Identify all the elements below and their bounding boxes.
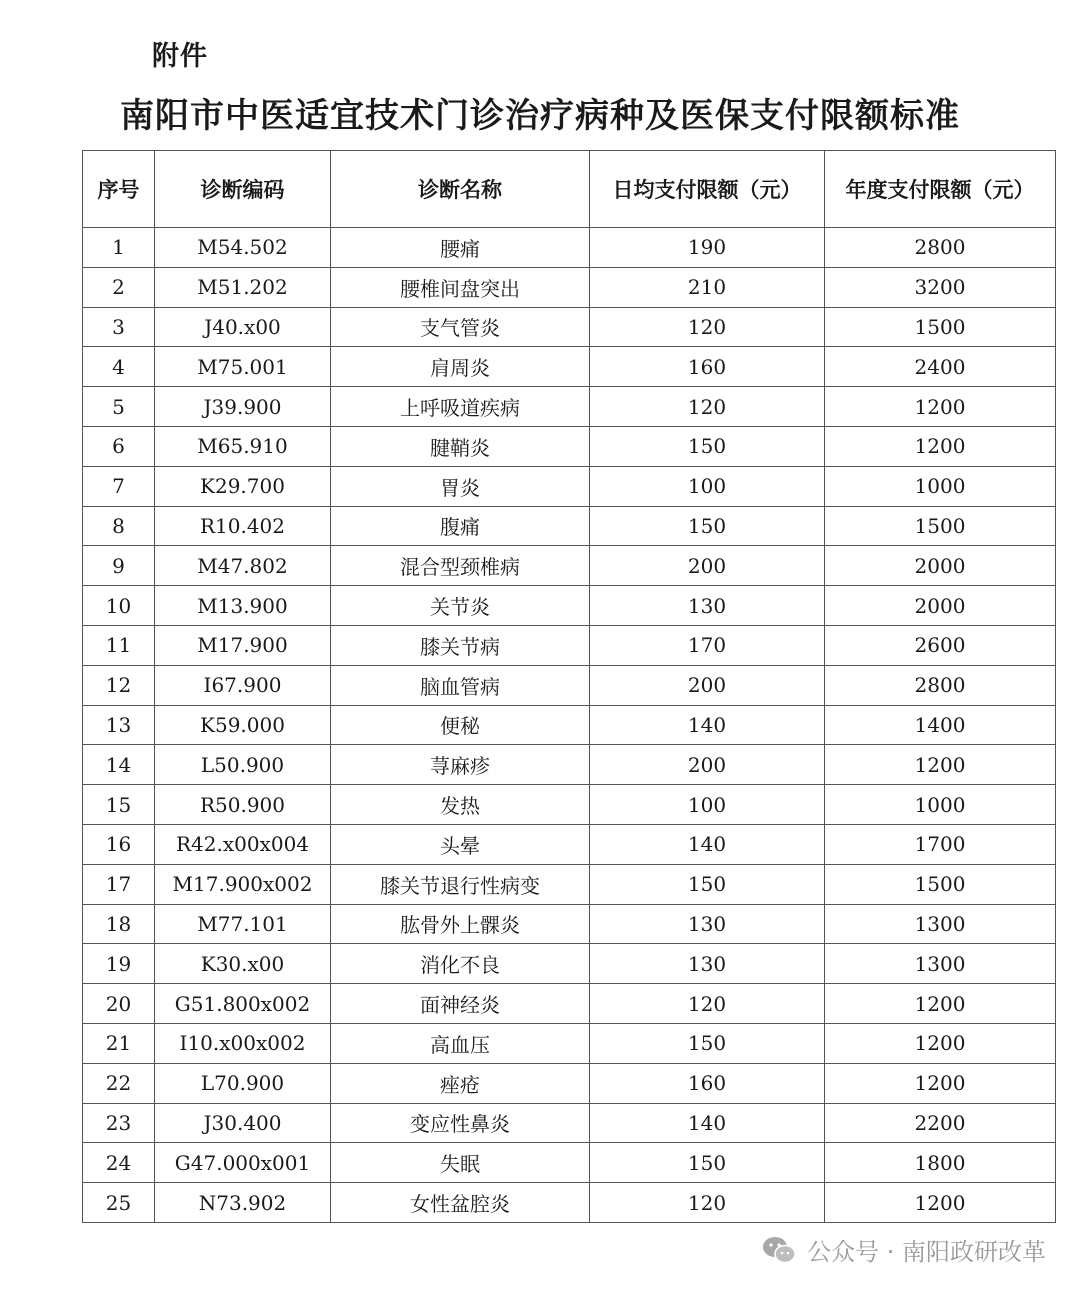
table-row <box>83 387 1056 427</box>
table-row <box>83 625 1056 665</box>
annual-limit-cell: 1700 <box>825 824 1056 864</box>
daily-limit-cell: 170 <box>590 625 825 665</box>
annual-limit-cell: 2800 <box>825 665 1056 705</box>
table-header-row <box>83 151 1056 228</box>
annual-limit-cell: 1200 <box>825 1023 1056 1063</box>
page-title: 南阳市中医适宜技术门诊治疗病种及医保支付限额标准 <box>120 96 960 136</box>
table-row <box>83 785 1056 825</box>
daily-limit-cell: 130 <box>590 944 825 984</box>
diagnosis-code-cell: R42.x00x004 <box>155 824 331 864</box>
header-cell-code: 诊断编码 <box>155 151 331 228</box>
row-index-cell: 14 <box>83 745 155 785</box>
annual-limit-cell: 2800 <box>825 228 1056 268</box>
annual-limit-cell: 2200 <box>825 1103 1056 1143</box>
diagnosis-name-cell: 荨麻疹 <box>331 745 590 785</box>
diagnosis-code-cell: J39.900 <box>155 387 331 427</box>
table-row <box>83 586 1056 626</box>
daily-limit-cell: 150 <box>590 506 825 546</box>
daily-limit-cell: 200 <box>590 546 825 586</box>
diagnosis-name-cell: 腰痛 <box>331 228 590 268</box>
daily-limit-cell: 150 <box>590 1143 825 1183</box>
row-index-cell: 16 <box>83 824 155 864</box>
diagnosis-code-cell: N73.902 <box>155 1183 331 1223</box>
table-row <box>83 1143 1056 1183</box>
diagnosis-name-cell: 腱鞘炎 <box>331 426 590 466</box>
watermark <box>761 1232 1046 1267</box>
quota-table <box>82 150 1056 1223</box>
diagnosis-code-cell: M51.202 <box>155 267 331 307</box>
diagnosis-name-cell: 膝关节退行性病变 <box>331 864 590 904</box>
row-index-cell: 19 <box>83 944 155 984</box>
table-row <box>83 665 1056 705</box>
diagnosis-code-cell: M13.900 <box>155 586 331 626</box>
daily-limit-cell: 210 <box>590 267 825 307</box>
row-index-cell: 9 <box>83 546 155 586</box>
daily-limit-cell: 140 <box>590 705 825 745</box>
daily-limit-cell: 130 <box>590 586 825 626</box>
table-row <box>83 1023 1056 1063</box>
diagnosis-code-cell: K29.700 <box>155 466 331 506</box>
annual-limit-cell: 1500 <box>825 506 1056 546</box>
row-index-cell: 15 <box>83 785 155 825</box>
row-index-cell: 5 <box>83 387 155 427</box>
diagnosis-name-cell: 发热 <box>331 785 590 825</box>
diagnosis-name-cell: 变应性鼻炎 <box>331 1103 590 1143</box>
attachment-label: 附件 <box>152 41 208 72</box>
row-index-cell: 22 <box>83 1063 155 1103</box>
table-row <box>83 347 1056 387</box>
annual-limit-cell: 2400 <box>825 347 1056 387</box>
daily-limit-cell: 200 <box>590 745 825 785</box>
table-body <box>83 228 1056 1223</box>
table-row <box>83 904 1056 944</box>
row-index-cell: 12 <box>83 665 155 705</box>
daily-limit-cell: 200 <box>590 665 825 705</box>
diagnosis-code-cell: M17.900 <box>155 625 331 665</box>
annual-limit-cell: 1300 <box>825 944 1056 984</box>
row-index-cell: 21 <box>83 1023 155 1063</box>
header-cell-name: 诊断名称 <box>331 151 590 228</box>
row-index-cell: 13 <box>83 705 155 745</box>
diagnosis-code-cell: G51.800x002 <box>155 984 331 1024</box>
table-row <box>83 745 1056 785</box>
annual-limit-cell: 2000 <box>825 586 1056 626</box>
table-row <box>83 944 1056 984</box>
header-cell-annual-limit: 年度支付限额（元） <box>825 151 1056 228</box>
watermark-text: 公众号 · 南阳政研改革 <box>807 1238 1046 1266</box>
annual-limit-cell: 1200 <box>825 984 1056 1024</box>
daily-limit-cell: 190 <box>590 228 825 268</box>
daily-limit-cell: 160 <box>590 1063 825 1103</box>
annual-limit-cell: 1200 <box>825 387 1056 427</box>
diagnosis-name-cell: 失眠 <box>331 1143 590 1183</box>
diagnosis-name-cell: 腰椎间盘突出 <box>331 267 590 307</box>
annual-limit-cell: 2000 <box>825 546 1056 586</box>
table-row <box>83 546 1056 586</box>
daily-limit-cell: 120 <box>590 307 825 347</box>
diagnosis-name-cell: 脑血管病 <box>331 665 590 705</box>
row-index-cell: 7 <box>83 466 155 506</box>
row-index-cell: 3 <box>83 307 155 347</box>
diagnosis-name-cell: 便秘 <box>331 705 590 745</box>
diagnosis-name-cell: 面神经炎 <box>331 984 590 1024</box>
daily-limit-cell: 160 <box>590 347 825 387</box>
row-index-cell: 24 <box>83 1143 155 1183</box>
row-index-cell: 10 <box>83 586 155 626</box>
daily-limit-cell: 100 <box>590 466 825 506</box>
header-cell-daily-limit: 日均支付限额（元） <box>590 151 825 228</box>
daily-limit-cell: 100 <box>590 785 825 825</box>
diagnosis-code-cell: M65.910 <box>155 426 331 466</box>
row-index-cell: 6 <box>83 426 155 466</box>
table-row <box>83 307 1056 347</box>
annual-limit-cell: 1200 <box>825 745 1056 785</box>
row-index-cell: 18 <box>83 904 155 944</box>
diagnosis-code-cell: R50.900 <box>155 785 331 825</box>
annual-limit-cell: 1500 <box>825 307 1056 347</box>
diagnosis-name-cell: 混合型颈椎病 <box>331 546 590 586</box>
annual-limit-cell: 1500 <box>825 864 1056 904</box>
table-row <box>83 1183 1056 1223</box>
row-index-cell: 8 <box>83 506 155 546</box>
annual-limit-cell: 1300 <box>825 904 1056 944</box>
diagnosis-code-cell: M17.900x002 <box>155 864 331 904</box>
table-row <box>83 426 1056 466</box>
table-row <box>83 705 1056 745</box>
row-index-cell: 23 <box>83 1103 155 1143</box>
annual-limit-cell: 1200 <box>825 1183 1056 1223</box>
daily-limit-cell: 140 <box>590 824 825 864</box>
diagnosis-code-cell: M75.001 <box>155 347 331 387</box>
daily-limit-cell: 130 <box>590 904 825 944</box>
table-row <box>83 1063 1056 1103</box>
diagnosis-code-cell: R10.402 <box>155 506 331 546</box>
diagnosis-code-cell: I10.x00x002 <box>155 1023 331 1063</box>
annual-limit-cell: 3200 <box>825 267 1056 307</box>
diagnosis-code-cell: J30.400 <box>155 1103 331 1143</box>
diagnosis-name-cell: 上呼吸道疾病 <box>331 387 590 427</box>
diagnosis-code-cell: G47.000x001 <box>155 1143 331 1183</box>
annual-limit-cell: 1200 <box>825 1063 1056 1103</box>
diagnosis-name-cell: 胃炎 <box>331 466 590 506</box>
daily-limit-cell: 140 <box>590 1103 825 1143</box>
daily-limit-cell: 150 <box>590 426 825 466</box>
table-row <box>83 267 1056 307</box>
diagnosis-code-cell: K59.000 <box>155 705 331 745</box>
diagnosis-code-cell: L50.900 <box>155 745 331 785</box>
daily-limit-cell: 150 <box>590 1023 825 1063</box>
row-index-cell: 2 <box>83 267 155 307</box>
diagnosis-name-cell: 女性盆腔炎 <box>331 1183 590 1223</box>
row-index-cell: 1 <box>83 228 155 268</box>
annual-limit-cell: 1200 <box>825 426 1056 466</box>
table-row <box>83 984 1056 1024</box>
row-index-cell: 25 <box>83 1183 155 1223</box>
wechat-icon <box>761 1235 797 1265</box>
table-row <box>83 466 1056 506</box>
diagnosis-code-cell: M47.802 <box>155 546 331 586</box>
table-row <box>83 506 1056 546</box>
row-index-cell: 4 <box>83 347 155 387</box>
diagnosis-name-cell: 头晕 <box>331 824 590 864</box>
diagnosis-name-cell: 肩周炎 <box>331 347 590 387</box>
daily-limit-cell: 120 <box>590 1183 825 1223</box>
row-index-cell: 11 <box>83 625 155 665</box>
daily-limit-cell: 120 <box>590 984 825 1024</box>
diagnosis-name-cell: 关节炎 <box>331 586 590 626</box>
row-index-cell: 20 <box>83 984 155 1024</box>
header-cell-index: 序号 <box>83 151 155 228</box>
daily-limit-cell: 150 <box>590 864 825 904</box>
annual-limit-cell: 2600 <box>825 625 1056 665</box>
diagnosis-name-cell: 膝关节病 <box>331 625 590 665</box>
diagnosis-name-cell: 腹痛 <box>331 506 590 546</box>
row-index-cell: 17 <box>83 864 155 904</box>
diagnosis-code-cell: K30.x00 <box>155 944 331 984</box>
diagnosis-code-cell: J40.x00 <box>155 307 331 347</box>
diagnosis-name-cell: 肱骨外上髁炎 <box>331 904 590 944</box>
annual-limit-cell: 1400 <box>825 705 1056 745</box>
annual-limit-cell: 1000 <box>825 466 1056 506</box>
diagnosis-code-cell: M54.502 <box>155 228 331 268</box>
diagnosis-name-cell: 痤疮 <box>331 1063 590 1103</box>
diagnosis-name-cell: 高血压 <box>331 1023 590 1063</box>
annual-limit-cell: 1800 <box>825 1143 1056 1183</box>
table-row <box>83 228 1056 268</box>
annual-limit-cell: 1000 <box>825 785 1056 825</box>
diagnosis-name-cell: 消化不良 <box>331 944 590 984</box>
table-row <box>83 824 1056 864</box>
diagnosis-name-cell: 支气管炎 <box>331 307 590 347</box>
daily-limit-cell: 120 <box>590 387 825 427</box>
diagnosis-code-cell: I67.900 <box>155 665 331 705</box>
diagnosis-code-cell: L70.900 <box>155 1063 331 1103</box>
table-row <box>83 864 1056 904</box>
diagnosis-code-cell: M77.101 <box>155 904 331 944</box>
table-row <box>83 1103 1056 1143</box>
